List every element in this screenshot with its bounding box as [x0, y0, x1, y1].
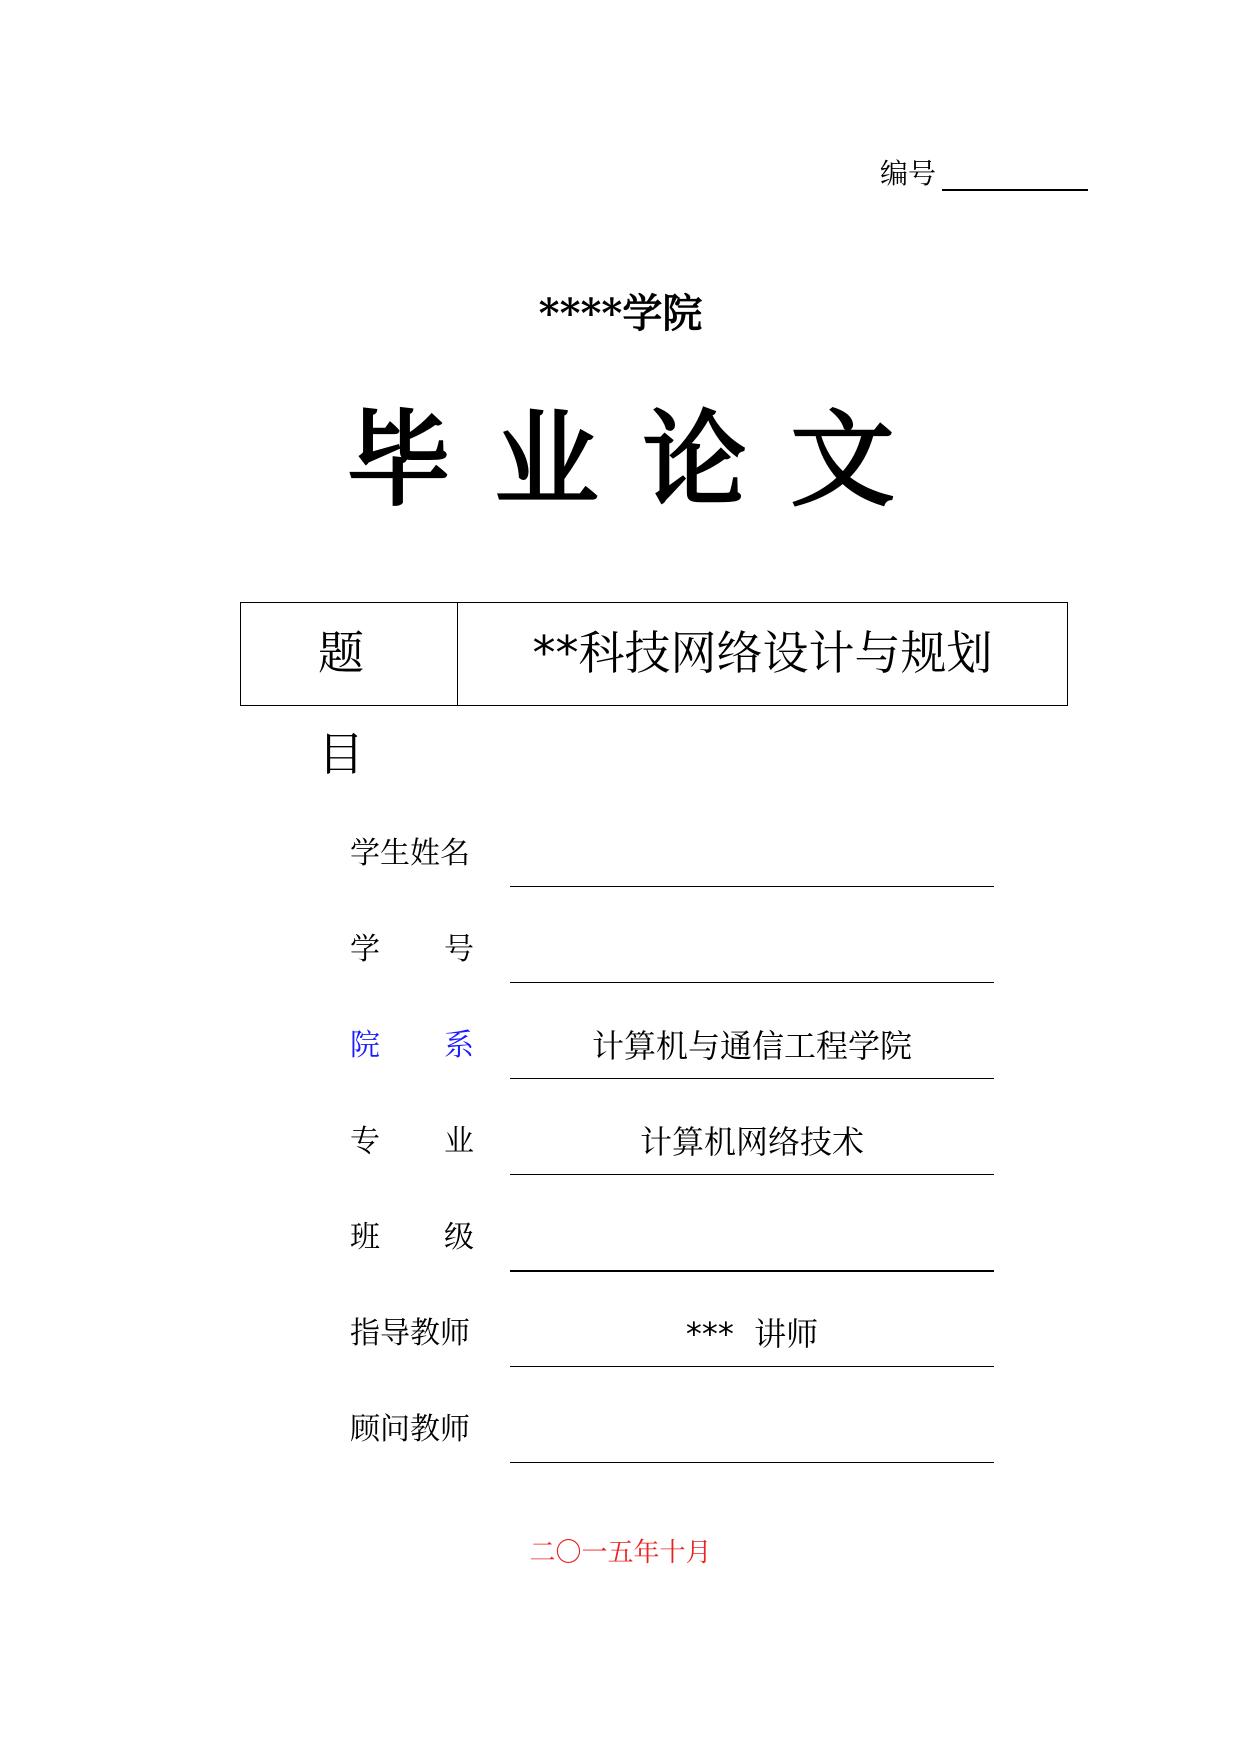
- major-underline: [510, 1174, 994, 1175]
- topic-box: [240, 602, 1068, 781]
- student-id-label-b: 号: [444, 932, 474, 967]
- major-label-b: 业: [444, 1124, 474, 1159]
- department-label-a: 院: [350, 1028, 380, 1063]
- major-label: [350, 1122, 474, 1162]
- thesis-title: 毕业论文: [346, 398, 939, 521]
- department-value: 计算机与通信工程学院: [591, 1027, 912, 1065]
- major-label-a: 专: [350, 1124, 380, 1159]
- info-row-student-id: [350, 930, 994, 990]
- student-id-label-a: 学: [350, 932, 380, 967]
- info-row-class: [350, 1218, 994, 1278]
- info-row-major: [350, 1122, 994, 1182]
- class-underline: [510, 1270, 994, 1272]
- info-row-department: [350, 1026, 994, 1086]
- submission-date: 二〇一五年十月: [529, 1538, 712, 1568]
- info-row-student-name: [350, 834, 994, 894]
- info-row-advisor: [350, 1314, 994, 1374]
- department-label-b: 系: [444, 1028, 474, 1063]
- student-name-underline: [510, 886, 994, 887]
- advisor-underline: [510, 1366, 994, 1367]
- student-id-underline: [510, 982, 994, 983]
- consultant-underline: [510, 1462, 994, 1463]
- department-label: [350, 1026, 474, 1066]
- advisor-label: 指导教师: [350, 1316, 470, 1351]
- class-label: [350, 1218, 474, 1258]
- info-row-consultant: [350, 1410, 994, 1470]
- consultant-label: 顾问教师: [350, 1412, 470, 1447]
- advisor-value: *** 讲师: [685, 1315, 819, 1353]
- class-label-a: 班: [350, 1220, 380, 1255]
- topic-label: 题目: [241, 603, 458, 705]
- college-name: ****学院: [538, 290, 703, 337]
- department-underline: [510, 1078, 994, 1079]
- class-label-b: 级: [444, 1220, 474, 1255]
- student-name-label: 学生姓名: [350, 836, 470, 871]
- serial-number-label: 编号: [880, 157, 937, 190]
- student-id-label: [350, 930, 474, 970]
- topic-value: **科技网络设计与规划: [532, 626, 993, 680]
- serial-number-line: [942, 189, 1088, 191]
- major-value: 计算机网络技术: [639, 1123, 864, 1161]
